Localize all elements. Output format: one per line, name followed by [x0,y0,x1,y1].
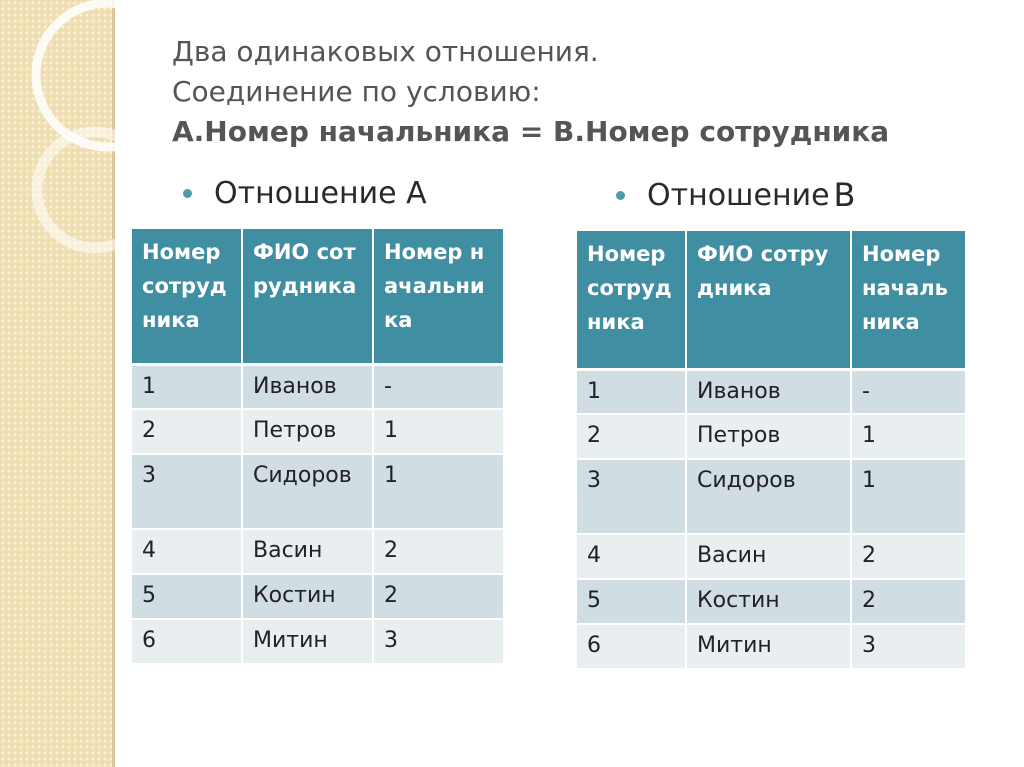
cell-employee-number: 3 [577,459,686,534]
cell-employee-number: 5 [132,574,242,619]
cell-employee-name: Петров [686,414,851,459]
header-employee-name: ФИО сотрудника [242,229,373,364]
cell-employee-number: 3 [132,454,242,529]
table-row [132,619,503,664]
header-manager-number: Номер начальника [373,229,503,364]
header-manager-number: Номер начальника [851,231,965,369]
relation-b-heading [616,176,856,214]
cell-employee-name: Костин [686,579,851,624]
table-row [577,624,965,669]
cell-manager-number: 1 [373,409,503,454]
cell-manager-number: 2 [373,529,503,574]
cell-manager-number: 2 [373,574,503,619]
table-row [132,454,503,529]
cell-employee-number: 1 [132,364,242,409]
cell-employee-number: 6 [132,619,242,664]
cell-employee-name: Петров [242,409,373,454]
header-employee-number: Номер сотрудника [577,231,686,369]
bullet-icon [616,191,625,200]
cell-employee-number: 2 [132,409,242,454]
title-line-2: Соединение по условию: [172,75,541,108]
cell-manager-number: 2 [851,534,965,579]
cell-manager-number: 1 [851,459,965,534]
cell-employee-number: 4 [577,534,686,579]
relation-b-letter: В [833,176,856,214]
relation-a-table [132,229,503,665]
table-header-row [132,229,503,364]
cell-manager-number: 2 [851,579,965,624]
table-row [132,529,503,574]
slide-title [172,32,992,152]
cell-employee-name: Митин [242,619,373,664]
cell-employee-name: Иванов [242,364,373,409]
cell-manager-number: - [851,369,965,414]
cell-manager-number: 3 [851,624,965,669]
relation-a-heading [183,176,427,211]
cell-manager-number: - [373,364,503,409]
relation-b-label: Отношение [647,177,830,213]
table-row [577,414,965,459]
table-row [577,579,965,624]
decorative-rings [0,0,200,260]
decorative-ring-large [36,3,180,147]
cell-manager-number: 3 [373,619,503,664]
table-row [132,574,503,619]
cell-employee-number: 1 [577,369,686,414]
cell-manager-number: 1 [373,454,503,529]
bullet-icon [183,189,192,198]
cell-employee-name: Иванов [686,369,851,414]
cell-employee-name: Васин [242,529,373,574]
table-row [577,459,965,534]
relation-b-table [577,231,965,670]
cell-employee-name: Митин [686,624,851,669]
table-row [577,534,965,579]
cell-employee-number: 4 [132,529,242,574]
cell-employee-name: Сидоров [686,459,851,534]
title-line-3: А.Номер начальника = В.Номер сотрудника [172,115,890,148]
cell-employee-name: Сидоров [242,454,373,529]
title-line-1: Два одинаковых отношения. [172,35,599,68]
table-row [132,409,503,454]
cell-employee-name: Васин [686,534,851,579]
table-row [577,369,965,414]
table-row [132,364,503,409]
cell-employee-number: 2 [577,414,686,459]
header-employee-number: Номер сотрудника [132,229,242,364]
table-header-row [577,231,965,369]
cell-employee-number: 5 [577,579,686,624]
cell-employee-name: Костин [242,574,373,619]
relation-a-label: Отношение А [214,176,427,211]
header-employee-name: ФИО сотрудника [686,231,851,369]
cell-employee-number: 6 [577,624,686,669]
cell-manager-number: 1 [851,414,965,459]
